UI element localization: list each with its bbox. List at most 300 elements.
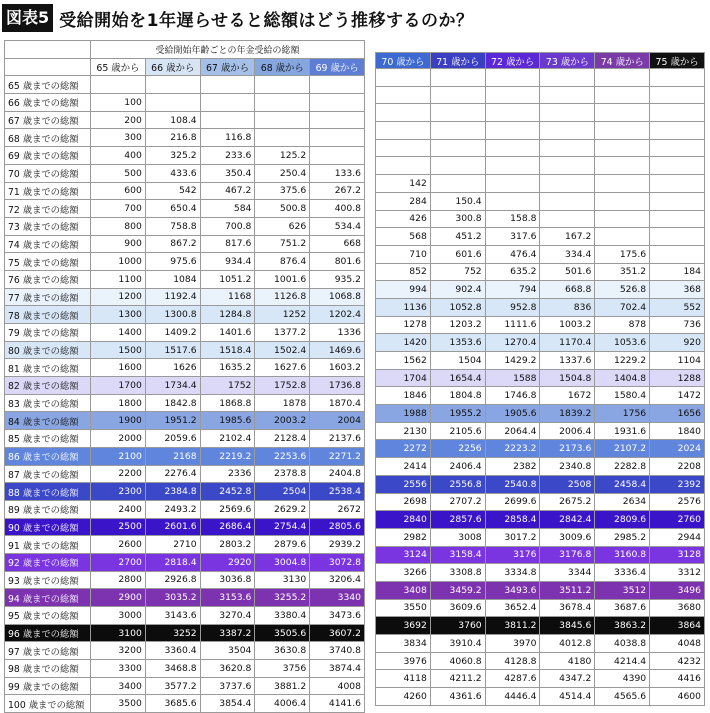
table-row bbox=[5, 394, 365, 412]
table-cell: 584 bbox=[200, 200, 255, 218]
table-cell bbox=[595, 104, 650, 122]
table-cell: 500.8 bbox=[255, 200, 310, 218]
table-cell: 1635.2 bbox=[200, 359, 255, 377]
row-label: 79 歳までの総額 bbox=[5, 324, 91, 342]
table-row bbox=[376, 528, 705, 546]
table-cell: 1052.8 bbox=[430, 298, 485, 316]
table-cell: 752 bbox=[430, 263, 485, 281]
table-row bbox=[376, 617, 705, 635]
table-cell: 900 bbox=[91, 235, 146, 253]
table-cell: 1284.8 bbox=[200, 306, 255, 324]
table-cell: 2404.8 bbox=[310, 465, 365, 483]
table-cell: 700 bbox=[91, 200, 146, 218]
table-cell: 2272 bbox=[376, 440, 431, 458]
table-cell: 994 bbox=[376, 281, 431, 299]
table-cell: 626 bbox=[255, 217, 310, 235]
table-cell: 150.4 bbox=[430, 192, 485, 210]
table-cell: 2842.4 bbox=[540, 511, 595, 529]
row-label: 71 歳までの総額 bbox=[5, 182, 91, 200]
table-cell: 2672 bbox=[310, 500, 365, 518]
table-row bbox=[376, 369, 705, 387]
table-cell: 1084 bbox=[145, 270, 200, 288]
table-cell: 1051.2 bbox=[200, 270, 255, 288]
table-cell: 1700 bbox=[91, 377, 146, 395]
table-cell: 4565.6 bbox=[595, 688, 650, 706]
table-row bbox=[376, 511, 705, 529]
table-cell bbox=[145, 76, 200, 94]
table-cell: 1200 bbox=[91, 288, 146, 306]
table-cell: 3881.2 bbox=[255, 677, 310, 695]
table-cell: 2944 bbox=[650, 528, 705, 546]
table-row bbox=[376, 387, 705, 405]
table-cell: 2556.8 bbox=[430, 475, 485, 493]
table-cell: 3620.8 bbox=[200, 660, 255, 678]
table-cell: 601.6 bbox=[430, 245, 485, 263]
table-cell: 2754.4 bbox=[255, 518, 310, 536]
table-row bbox=[5, 447, 365, 465]
table-cell: 3008 bbox=[430, 528, 485, 546]
table-cell: 1840 bbox=[650, 422, 705, 440]
table-row bbox=[376, 581, 705, 599]
left-total-table bbox=[4, 40, 365, 713]
table-cell: 3130 bbox=[255, 571, 310, 589]
table-cell: 216.8 bbox=[145, 129, 200, 147]
table-cell: 2208 bbox=[650, 458, 705, 476]
table-cell: 3334.8 bbox=[485, 564, 540, 582]
row-label: 81 歳までの総額 bbox=[5, 359, 91, 377]
table-cell bbox=[485, 175, 540, 193]
table-row bbox=[5, 660, 365, 678]
table-cell: 2336 bbox=[200, 465, 255, 483]
table-cell: 2000 bbox=[91, 430, 146, 448]
table-cell: 568 bbox=[376, 228, 431, 246]
table-row bbox=[5, 430, 365, 448]
table-cell: 2219.2 bbox=[200, 447, 255, 465]
table-cell: 3459.2 bbox=[430, 581, 485, 599]
table-cell: 4214.4 bbox=[595, 652, 650, 670]
table-cell: 650.4 bbox=[145, 200, 200, 218]
table-cell bbox=[650, 86, 705, 104]
table-cell: 2840 bbox=[376, 511, 431, 529]
table-cell: 1654.4 bbox=[430, 369, 485, 387]
table-cell: 801.6 bbox=[310, 253, 365, 271]
table-cell: 3380.4 bbox=[255, 607, 310, 625]
table-cell: 1420 bbox=[376, 334, 431, 352]
table-cell: 1401.6 bbox=[200, 324, 255, 342]
row-label: 69 歳までの総額 bbox=[5, 147, 91, 165]
table-row bbox=[376, 192, 705, 210]
table-cell bbox=[376, 122, 431, 140]
table-cell: 3206.4 bbox=[310, 571, 365, 589]
table-cell: 2173.6 bbox=[540, 440, 595, 458]
table-cell: 2710 bbox=[145, 536, 200, 554]
table-cell: 2059.6 bbox=[145, 430, 200, 448]
table-cell bbox=[430, 69, 485, 87]
table-cell: 1104 bbox=[650, 352, 705, 370]
table-cell: 4118 bbox=[376, 670, 431, 688]
table-cell: 426 bbox=[376, 210, 431, 228]
table-cell: 2107.2 bbox=[595, 440, 650, 458]
table-cell: 1562 bbox=[376, 352, 431, 370]
row-label: 95 歳までの総額 bbox=[5, 607, 91, 625]
table-cell: 325.2 bbox=[145, 147, 200, 165]
table-row bbox=[5, 359, 365, 377]
table-cell: 4514.4 bbox=[540, 688, 595, 706]
table-cell: 3607.2 bbox=[310, 624, 365, 642]
table-cell bbox=[540, 175, 595, 193]
table-cell: 1170.4 bbox=[540, 334, 595, 352]
table-cell bbox=[200, 76, 255, 94]
table-cell: 758.8 bbox=[145, 217, 200, 235]
table-cell: 2985.2 bbox=[595, 528, 650, 546]
table-row bbox=[5, 129, 365, 147]
table-cell: 2939.2 bbox=[310, 536, 365, 554]
table-row bbox=[376, 422, 705, 440]
table-cell: 3312 bbox=[650, 564, 705, 582]
table-cell: 2223.2 bbox=[485, 440, 540, 458]
table-cell: 1951.2 bbox=[145, 412, 200, 430]
table-cell: 3344 bbox=[540, 564, 595, 582]
table-row bbox=[376, 157, 705, 175]
row-label: 84 歳までの総額 bbox=[5, 412, 91, 430]
table-cell: 3270.4 bbox=[200, 607, 255, 625]
table-cell: 1985.6 bbox=[200, 412, 255, 430]
row-label: 77 歳までの総額 bbox=[5, 288, 91, 306]
table-cell: 1336 bbox=[310, 324, 365, 342]
table-cell: 1988 bbox=[376, 405, 431, 423]
table-cell: 1003.2 bbox=[540, 316, 595, 334]
table-cell: 451.2 bbox=[430, 228, 485, 246]
table-cell: 1353.6 bbox=[430, 334, 485, 352]
table-cell: 3000 bbox=[91, 607, 146, 625]
table-cell: 2458.4 bbox=[595, 475, 650, 493]
table-cell: 351.2 bbox=[595, 263, 650, 281]
table-row bbox=[5, 377, 365, 395]
table-cell: 975.6 bbox=[145, 253, 200, 271]
table-cell: 635.2 bbox=[485, 263, 540, 281]
table-cell: 1229.2 bbox=[595, 352, 650, 370]
table-cell: 1337.6 bbox=[540, 352, 595, 370]
table-cell: 3387.2 bbox=[200, 624, 255, 642]
table-cell: 1626 bbox=[145, 359, 200, 377]
table-cell: 836 bbox=[540, 298, 595, 316]
table-cell: 3400 bbox=[91, 677, 146, 695]
table-cell bbox=[540, 192, 595, 210]
table-cell: 3408 bbox=[376, 581, 431, 599]
table-cell: 2629.2 bbox=[255, 500, 310, 518]
table-cell: 751.2 bbox=[255, 235, 310, 253]
table-cell bbox=[430, 86, 485, 104]
table-cell: 878 bbox=[595, 316, 650, 334]
table-cell: 3910.4 bbox=[430, 635, 485, 653]
table-row bbox=[5, 182, 365, 200]
table-cell: 534.4 bbox=[310, 217, 365, 235]
table-cell bbox=[485, 69, 540, 87]
table-cell: 3336.4 bbox=[595, 564, 650, 582]
table-cell: 3504 bbox=[200, 642, 255, 660]
table-cell: 2414 bbox=[376, 458, 431, 476]
row-label: 88 歳までの総額 bbox=[5, 483, 91, 501]
table-row bbox=[376, 104, 705, 122]
table-cell: 2540.8 bbox=[485, 475, 540, 493]
table-cell: 1429.2 bbox=[485, 352, 540, 370]
table-cell bbox=[430, 104, 485, 122]
table-cell bbox=[310, 111, 365, 129]
table-cell: 2452.8 bbox=[200, 483, 255, 501]
table-cell: 2818.4 bbox=[145, 553, 200, 571]
table-cell bbox=[540, 86, 595, 104]
table-cell: 2600 bbox=[91, 536, 146, 554]
table-cell: 2926.8 bbox=[145, 571, 200, 589]
table-cell: 1409.2 bbox=[145, 324, 200, 342]
table-cell: 2382 bbox=[485, 458, 540, 476]
table-cell: 3811.2 bbox=[485, 617, 540, 635]
table-cell bbox=[595, 210, 650, 228]
table-cell: 2400 bbox=[91, 500, 146, 518]
table-cell: 2105.6 bbox=[430, 422, 485, 440]
table-cell: 1202.4 bbox=[310, 306, 365, 324]
table-cell: 400.8 bbox=[310, 200, 365, 218]
table-cell: 1469.6 bbox=[310, 341, 365, 359]
table-cell: 1905.6 bbox=[485, 405, 540, 423]
table-cell: 2538.4 bbox=[310, 483, 365, 501]
table-cell: 2256 bbox=[430, 440, 485, 458]
table-cell: 3577.2 bbox=[145, 677, 200, 695]
table-cell: 334.4 bbox=[540, 245, 595, 263]
table-cell: 2800 bbox=[91, 571, 146, 589]
table-cell: 2271.2 bbox=[310, 447, 365, 465]
table-row bbox=[376, 475, 705, 493]
column-header: 73 歳から bbox=[540, 53, 595, 69]
table-cell: 3473.6 bbox=[310, 607, 365, 625]
row-label: 90 歳までの総額 bbox=[5, 518, 91, 536]
table-cell bbox=[485, 139, 540, 157]
table-cell bbox=[310, 94, 365, 112]
table-cell: 3266 bbox=[376, 564, 431, 582]
table-cell: 1377.2 bbox=[255, 324, 310, 342]
table-row bbox=[5, 624, 365, 642]
table-cell bbox=[485, 157, 540, 175]
table-cell: 1580.4 bbox=[595, 387, 650, 405]
table-cell: 3652.4 bbox=[485, 599, 540, 617]
table-cell: 4038.8 bbox=[595, 635, 650, 653]
table-row bbox=[376, 245, 705, 263]
table-cell: 3158.4 bbox=[430, 546, 485, 564]
table-row bbox=[376, 263, 705, 281]
table-cell: 3153.6 bbox=[200, 589, 255, 607]
table-cell: 2698 bbox=[376, 493, 431, 511]
table-cell: 2805.6 bbox=[310, 518, 365, 536]
row-label: 65 歳までの総額 bbox=[5, 76, 91, 94]
table-cell: 1588 bbox=[485, 369, 540, 387]
table-cell: 2569.6 bbox=[200, 500, 255, 518]
row-label: 70 歳までの総額 bbox=[5, 164, 91, 182]
table-cell: 1756 bbox=[595, 405, 650, 423]
table-cell bbox=[595, 228, 650, 246]
table-cell: 317.6 bbox=[485, 228, 540, 246]
table-cell: 935.2 bbox=[310, 270, 365, 288]
table-cell: 184 bbox=[650, 263, 705, 281]
table-row bbox=[5, 677, 365, 695]
right-total-table bbox=[375, 40, 705, 706]
table-cell: 4287.6 bbox=[485, 670, 540, 688]
table-cell: 4600 bbox=[650, 688, 705, 706]
row-label: 97 歳までの総額 bbox=[5, 642, 91, 660]
table-cell: 1800 bbox=[91, 394, 146, 412]
table-cell: 1868.8 bbox=[200, 394, 255, 412]
table-cell bbox=[650, 245, 705, 263]
table-row bbox=[376, 440, 705, 458]
table-cell: 702.4 bbox=[595, 298, 650, 316]
table-cell: 350.4 bbox=[200, 164, 255, 182]
row-label: 73 歳までの総額 bbox=[5, 217, 91, 235]
table-cell: 2406.4 bbox=[430, 458, 485, 476]
table-cell: 2137.6 bbox=[310, 430, 365, 448]
table-cell: 125.2 bbox=[255, 147, 310, 165]
column-header: 74 歳から bbox=[595, 53, 650, 69]
table-cell bbox=[430, 175, 485, 193]
table-cell: 1931.6 bbox=[595, 422, 650, 440]
table-cell: 1500 bbox=[91, 341, 146, 359]
table-cell: 3680 bbox=[650, 599, 705, 617]
table-row bbox=[376, 334, 705, 352]
table-cell bbox=[540, 210, 595, 228]
table-cell: 1068.8 bbox=[310, 288, 365, 306]
table-row bbox=[376, 458, 705, 476]
table-cell: 3300 bbox=[91, 660, 146, 678]
row-label: 94 歳までの総額 bbox=[5, 589, 91, 607]
table-cell: 2006.4 bbox=[540, 422, 595, 440]
table-cell: 3854.4 bbox=[200, 695, 255, 713]
table-row bbox=[376, 599, 705, 617]
table-cell: 2253.6 bbox=[255, 447, 310, 465]
table-cell: 542 bbox=[145, 182, 200, 200]
table-cell: 1404.8 bbox=[595, 369, 650, 387]
table-row bbox=[5, 536, 365, 554]
table-cell: 552 bbox=[650, 298, 705, 316]
row-label: 86 歳までの総額 bbox=[5, 447, 91, 465]
table-cell: 3036.8 bbox=[200, 571, 255, 589]
table-row bbox=[5, 200, 365, 218]
table-cell: 1278 bbox=[376, 316, 431, 334]
table-row bbox=[376, 493, 705, 511]
table-cell bbox=[650, 228, 705, 246]
table-cell: 1955.2 bbox=[430, 405, 485, 423]
table-cell bbox=[650, 157, 705, 175]
row-label: 96 歳までの総額 bbox=[5, 624, 91, 642]
row-label: 85 歳までの総額 bbox=[5, 430, 91, 448]
table-cell bbox=[650, 122, 705, 140]
table-row bbox=[376, 281, 705, 299]
table-row bbox=[5, 147, 365, 165]
row-label: 78 歳までの総額 bbox=[5, 306, 91, 324]
table-cell bbox=[540, 157, 595, 175]
table-cell: 2508 bbox=[540, 475, 595, 493]
table-cell: 1870.4 bbox=[310, 394, 365, 412]
table-row bbox=[5, 235, 365, 253]
row-label: 100 歳までの総額 bbox=[5, 695, 91, 713]
table-row bbox=[5, 341, 365, 359]
table-cell bbox=[310, 129, 365, 147]
table-cell: 4211.2 bbox=[430, 670, 485, 688]
table-row bbox=[5, 500, 365, 518]
table-cell: 1472 bbox=[650, 387, 705, 405]
row-label: 68 歳までの総額 bbox=[5, 129, 91, 147]
table-row bbox=[376, 352, 705, 370]
table-cell: 2102.4 bbox=[200, 430, 255, 448]
table-cell: 2128.4 bbox=[255, 430, 310, 448]
table-cell: 3468.8 bbox=[145, 660, 200, 678]
table-cell: 920 bbox=[650, 334, 705, 352]
table-cell: 526.8 bbox=[595, 281, 650, 299]
table-cell bbox=[430, 139, 485, 157]
table-cell: 3252 bbox=[145, 624, 200, 642]
row-label: 91 歳までの総額 bbox=[5, 536, 91, 554]
table-cell: 100 bbox=[91, 94, 146, 112]
table-cell bbox=[376, 157, 431, 175]
column-header: 72 歳から bbox=[485, 53, 540, 69]
table-cell: 2982 bbox=[376, 528, 431, 546]
table-cell bbox=[376, 86, 431, 104]
table-cell: 2634 bbox=[595, 493, 650, 511]
table-cell: 700.8 bbox=[200, 217, 255, 235]
table-cell: 3176.8 bbox=[540, 546, 595, 564]
table-cell: 1504.8 bbox=[540, 369, 595, 387]
table-cell: 1300 bbox=[91, 306, 146, 324]
table-row bbox=[5, 571, 365, 589]
table-cell: 3737.6 bbox=[200, 677, 255, 695]
table-row bbox=[376, 228, 705, 246]
table-cell: 3035.2 bbox=[145, 589, 200, 607]
table-cell: 3505.6 bbox=[255, 624, 310, 642]
table-cell bbox=[540, 69, 595, 87]
table-cell: 2556 bbox=[376, 475, 431, 493]
table-cell: 1752.8 bbox=[255, 377, 310, 395]
table-cell: 710 bbox=[376, 245, 431, 263]
table-cell bbox=[91, 76, 146, 94]
table-cell: 1734.4 bbox=[145, 377, 200, 395]
table-cell: 2392 bbox=[650, 475, 705, 493]
table-cell: 3685.6 bbox=[145, 695, 200, 713]
table-cell: 1878 bbox=[255, 394, 310, 412]
table-row bbox=[5, 607, 365, 625]
table-cell: 3834 bbox=[376, 635, 431, 653]
table-cell: 2200 bbox=[91, 465, 146, 483]
table-cell bbox=[485, 104, 540, 122]
table-cell: 794 bbox=[485, 281, 540, 299]
table-cell: 1203.2 bbox=[430, 316, 485, 334]
table-cell bbox=[145, 94, 200, 112]
table-cell: 3678.4 bbox=[540, 599, 595, 617]
table-cell: 3360.4 bbox=[145, 642, 200, 660]
row-label: 76 歳までの総額 bbox=[5, 270, 91, 288]
table-cell: 3756 bbox=[255, 660, 310, 678]
table-cell: 4260 bbox=[376, 688, 431, 706]
table-cell: 2857.6 bbox=[430, 511, 485, 529]
table-cell: 3009.6 bbox=[540, 528, 595, 546]
table-cell: 368 bbox=[650, 281, 705, 299]
table-cell: 2384.8 bbox=[145, 483, 200, 501]
table-cell: 3687.6 bbox=[595, 599, 650, 617]
table-cell bbox=[540, 104, 595, 122]
table-cell: 4446.4 bbox=[485, 688, 540, 706]
table-cell: 2003.2 bbox=[255, 412, 310, 430]
table-cell: 4048 bbox=[650, 635, 705, 653]
table-cell: 500 bbox=[91, 164, 146, 182]
row-label: 75 歳までの総額 bbox=[5, 253, 91, 271]
table-cell: 2803.2 bbox=[200, 536, 255, 554]
table-cell: 300 bbox=[91, 129, 146, 147]
